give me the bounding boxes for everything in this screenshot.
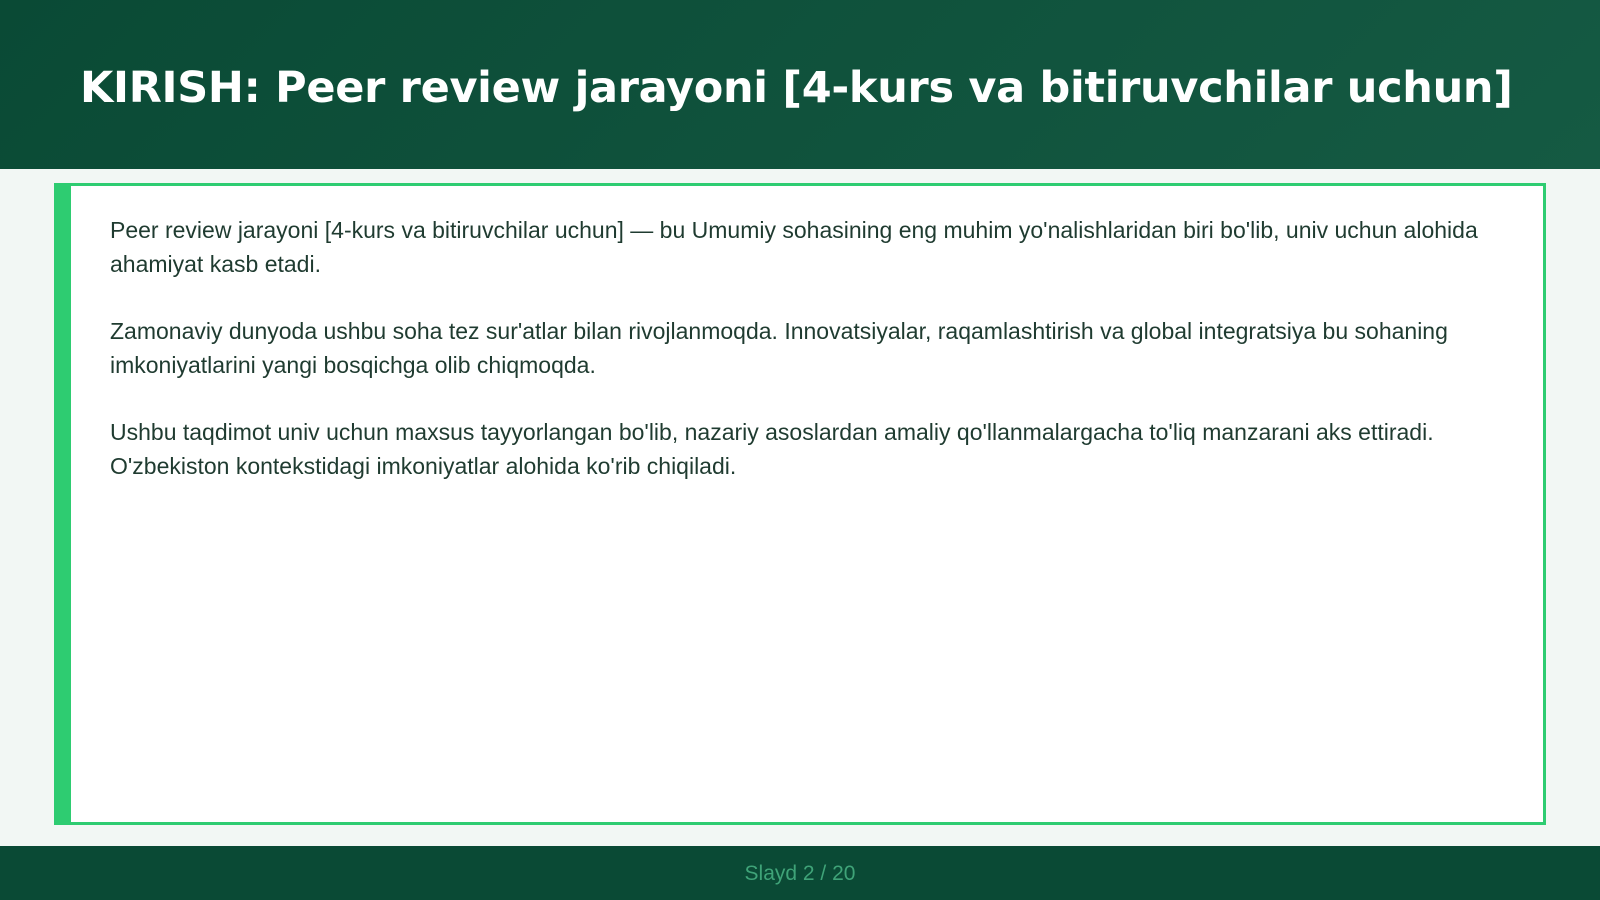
slide-header: [0, 0, 1600, 169]
slide-footer: [0, 846, 1600, 900]
slide-number: Slayd 2 / 20: [744, 862, 856, 885]
slide-title: KIRISH: Peer review jarayoni [4-kurs va bitiruvchilar uchun]: [80, 63, 1513, 113]
content-card: [54, 183, 1546, 825]
content-body: [110, 213, 1493, 516]
content-paragraph-2: Zamonaviy dunyoda ushbu soha tez sur'atlar bilan rivojlanmoqda. Innovatsiyalar, raqamlashtirish va global integratsiya bu sohaning imkoniyatlarini yangi bosqichga olib chiqmoqda.: [110, 318, 1448, 378]
content-paragraph-3: Ushbu taqdimot univ uchun maxsus tayyorlangan bo'lib, nazariy asoslardan amaliy qo'llanmalargacha to'liq manzarani aks ettiradi. O'zbekiston kontekstidagi imkoniyatlar alohida ko'rib chiqiladi.: [110, 419, 1434, 479]
content-paragraph-1: Peer review jarayoni [4-kurs va bitiruvchilar uchun] — bu Umumiy sohasining eng muhim yo'nalishlaridan biri bo'lib, univ uchun alohida ahamiyat kasb etadi.: [110, 217, 1478, 277]
